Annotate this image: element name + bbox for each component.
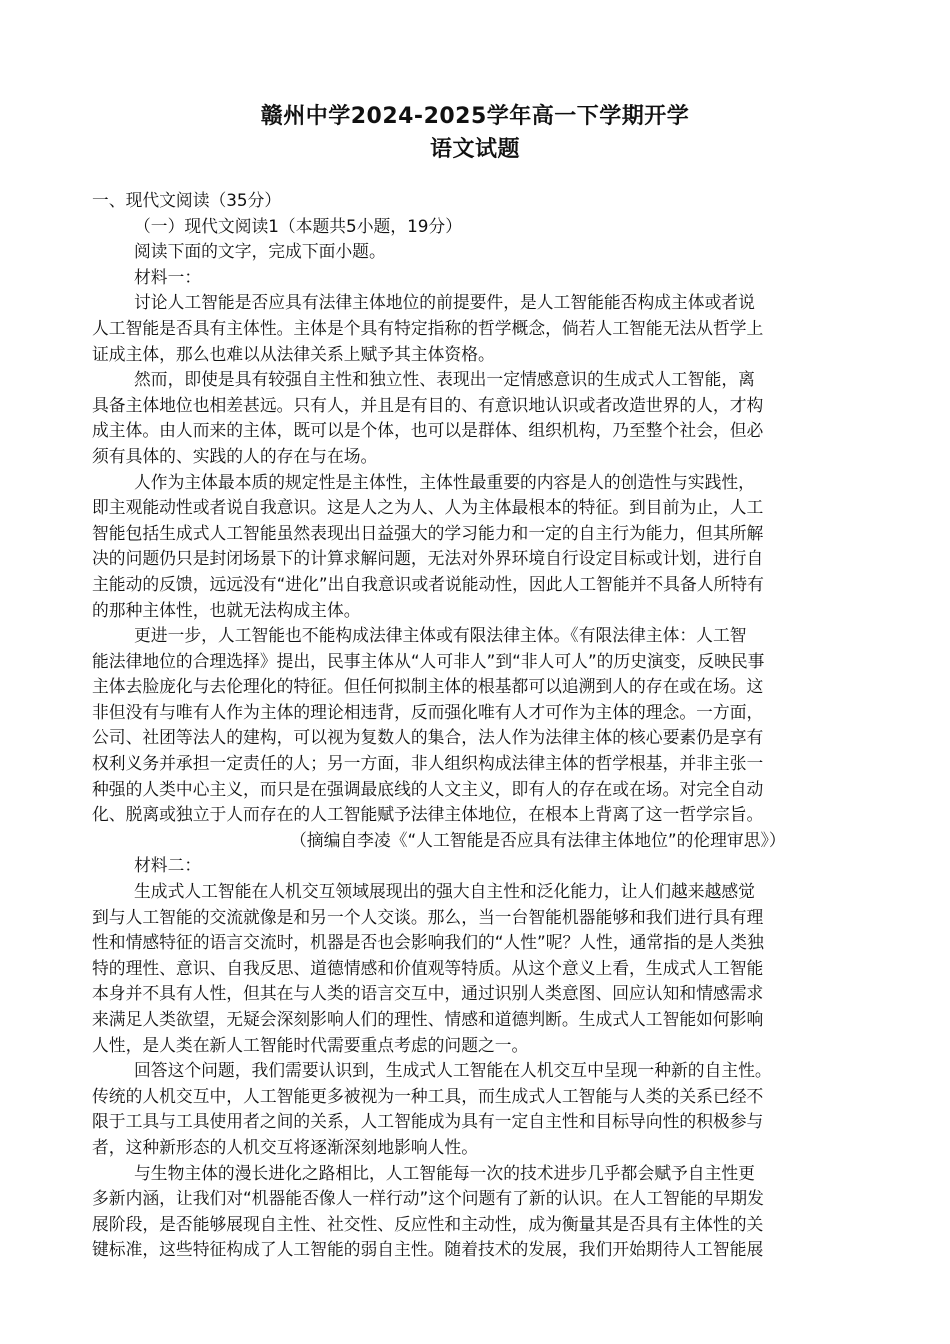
text-line: 展阶段，是否能够展现自主性、社交性、反应性和主动性，成为衡量其是否具有主体性的关	[92, 1213, 764, 1234]
source-citation: （摘编自李凌《“人工智能是否应具有法律主体地位”的伦理审思》）	[290, 829, 786, 850]
text-line: 须有具体的、实践的人的存在与在场。	[92, 445, 378, 466]
text-line: 化、脱离或独立于人而存在的人工智能赋予法律主体地位，在根本上背离了这一哲学宗旨。	[92, 804, 764, 825]
document-title: 赣州中学2024-2025学年高一下学期开学	[260, 104, 690, 129]
text-line: 主能动的反馈，远远没有“进化”出自我意识或者说能动性，因此人工智能并不具备人所特有	[92, 573, 764, 594]
text-line: 回答这个问题，我们需要认识到，生成式人工智能在人机交互中呈现一种新的自主性。	[134, 1060, 772, 1081]
text-line: 然而，即使是具有较强自主性和独立性、表现出一定情感意识的生成式人工智能，离	[134, 369, 755, 390]
text-line: 人工智能是否具有主体性。主体是个具有特定指称的哲学概念，倘若人工智能无法从哲学上	[92, 317, 764, 338]
text-line: 公司、社团等法人的建构，可以视为复数人的集合，法人作为法律主体的核心要素仍是享有	[92, 727, 764, 748]
text-line: 更进一步，人工智能也不能构成法律主体或有限法律主体。《有限法律主体：人工智	[134, 625, 747, 646]
text-line: 材料二：	[134, 855, 202, 876]
text-line: 的那种主体性，也就无法构成主体。	[92, 599, 361, 620]
text-line: 主体去脸庞化与去伦理化的特征。但任何拟制主体的根基都可以追溯到人的存在或在场。这	[92, 676, 764, 697]
text-line: 阅读下面的文字，完成下面小题。	[134, 241, 386, 262]
text-line: 决的问题仍只是封闭场景下的计算求解问题，无法对外界环境自行设定目标或计划，进行自	[92, 548, 764, 569]
text-line: 非但没有与唯有人作为主体的理论相违背，反而强化唯有人才可作为主体的理念。一方面，	[92, 701, 764, 722]
text-line: 生成式人工智能在人机交互领域展现出的强大自主性和泛化能力，让人们越来越感觉	[134, 881, 755, 902]
document-subtitle: 语文试题	[429, 137, 520, 162]
text-line: 与生物主体的漫长进化之路相比，人工智能每一次的技术进步几乎都会赋予自主性更	[134, 1162, 755, 1183]
text-line: 限于工具与工具使用者之间的关系，人工智能成为具有一定自主性和目标导向性的积极参与	[92, 1111, 764, 1132]
text-line: 证成主体，那么也难以从法律关系上赋予其主体资格。	[92, 343, 495, 364]
text-line: （一）现代文阅读1（本题共5小题，19分）	[134, 215, 462, 236]
text-line: 材料一：	[134, 266, 202, 287]
text-line: 一、现代文阅读（35分）	[92, 190, 282, 210]
text-line: 键标准，这些特征构成了人工智能的弱自主性。随着技术的发展，我们开始期待人工智能展	[92, 1239, 764, 1260]
text-line: 智能包括生成式人工智能虽然表现出日益强大的学习能力和一定的自主行为能力，但其所解	[92, 522, 764, 543]
document-body	[92, 188, 860, 1263]
text-line: 来满足人类欲望，无疑会深刻影响人们的理性、情感和道德判断。生成式人工智能如何影响	[92, 1009, 764, 1029]
text-line: 到与人工智能的交流就像是和另一个人交谈。那么，当一台智能机器能够和我们进行具有理	[92, 906, 764, 927]
text-line: 即主观能动性或者说自我意识。这是人之为人、人为主体最根本的特征。到目前为止，人工	[92, 497, 764, 518]
text-line: 具备主体地位也相差甚远。只有人，并且是有目的、有意识地认识或者改造世界的人，才构	[92, 394, 764, 415]
text-line: 人作为主体最本质的规定性是主体性，主体性最重要的内容是人的创造性与实践性，	[134, 471, 755, 492]
text-line: 多新内涵，让我们对“机器能否像人一样行动”这个问题有了新的认识。在人工智能的早期发	[92, 1188, 764, 1209]
text-line: 者，这种新形态的人机交互将逐渐深刻地影响人性。	[92, 1136, 478, 1157]
text-line: 特的理性、意识、自我反思、道德情感和价值观等特质。从这个意义上看，生成式人工智能	[92, 957, 764, 978]
text-line: 能法律地位的合理选择》提出，民事主体从“人可非人”到“非人可人”的历史演变，反映民事	[92, 650, 765, 671]
text-line: 本身并不具有人性，但其在与人类的语言交互中，通过识别人类意图、回应认知和情感需求	[92, 983, 764, 1004]
text-line: 讨论人工智能是否应具有法律主体地位的前提要件，是人工智能能否构成主体或者说	[134, 292, 755, 313]
text-line: 传统的人机交互中，人工智能更多被视为一种工具，而生成式人工智能与人类的关系已经不	[92, 1085, 764, 1106]
text-line: 性和情感特征的语言交流时，机器是否也会影响我们的“人性”呢？人性，通常指的是人类独	[92, 932, 764, 953]
text-line: 权利义务并承担一定责任的人；另一方面，非人组织构成法律主体的哲学根基，并非主张一	[92, 753, 764, 774]
text-line: 人性，是人类在新人工智能时代需要重点考虑的问题之一。	[92, 1034, 529, 1055]
text-line: 种强的人类中心主义，而只是在强调最底线的人文主义，即有人的存在或在场。对完全自动	[92, 778, 764, 799]
text-line: 成主体。由人而来的主体，既可以是个体，也可以是群体、组织机构，乃至整个社会，但必	[92, 420, 764, 441]
